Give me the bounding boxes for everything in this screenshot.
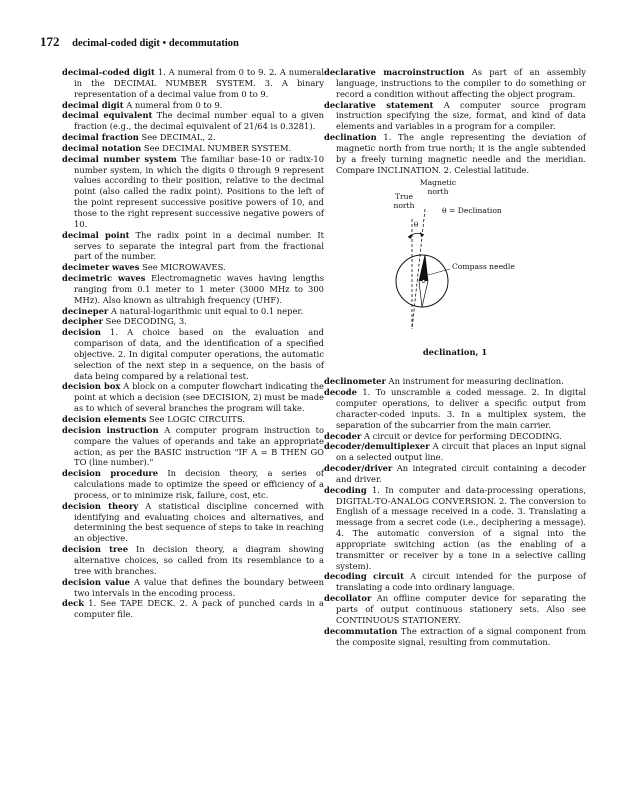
entry-definition: A circuit intended for the purpose of translating a code into ordinary language.: [336, 571, 587, 593]
entry-term: decimal-coded digit: [62, 67, 155, 77]
entry-definition: 1. See TAPE DECK. 2. A pack of punched cards in a computer file.: [74, 598, 325, 620]
entry-definition: See DECIMAL NUMBER SYSTEM.: [143, 142, 292, 153]
entry-definition: 1. A numeral from 0 to 9. 2. A numeral in the DECIMAL NUMBER SYSTEM. 3. A binary representation of a decimal value from 0 to 9.: [74, 67, 324, 99]
dictionary-entry: [62, 544, 324, 577]
entry-term: decoder: [324, 430, 362, 441]
entry-term: decision theory: [62, 500, 139, 511]
entry-definition: A computer source program instruction specifying the size, format, and kind of data elements and variables in a program for a compiler.: [336, 99, 587, 132]
dictionary-entry: [62, 414, 324, 425]
entry-definition: A circuit or device for performing DECODING.: [363, 430, 562, 441]
entry-term: decision box: [62, 381, 121, 392]
dictionary-entry: [324, 485, 586, 572]
dictionary-entry: [62, 598, 324, 620]
entry-term: decision value: [62, 576, 130, 587]
entry-definition: An integrated circuit containing a decoder and driver.: [336, 463, 587, 484]
entry-term: decision instruction: [62, 424, 159, 435]
entry-term: decimeter waves: [62, 262, 140, 273]
right-column: [324, 67, 586, 647]
declination-figure: [324, 179, 586, 343]
dictionary-entry: [62, 273, 324, 306]
entry-definition: See DECIMAL, 2.: [141, 132, 216, 143]
entry-definition: The familiar base-10 or radix-10 number system, in which the digits 0 through 9 represent values according to their position, relative to the decimal point (also called the radix point). Positions to the left of the point represent successive positive powers of 10, and those to the right represent successive negative powers of 10.: [74, 153, 324, 229]
dictionary-entry: [62, 100, 324, 111]
entry-term: decimal point: [62, 229, 130, 240]
dictionary-entry: [324, 441, 586, 463]
entry-definition: In decision theory, a diagram showing alternative choices, so called from its resemblance to a tree with branches.: [74, 544, 324, 576]
dictionary-entry: [324, 571, 586, 593]
entry-term: decimal fraction: [62, 132, 139, 143]
entry-term: decimal number system: [62, 153, 177, 164]
entry-definition: 1. The angle representing the deviation of magnetic north from true north; it is the angle subtended by a freely turning magnetic needle and the meridian. Compare INCLINATION. 2. Celestial latitude.: [336, 132, 586, 175]
declination-legend: θ = Declination: [442, 206, 502, 216]
entry-term: declinometer: [324, 376, 386, 387]
left-column: [62, 67, 324, 620]
entry-definition: A circuit that places an input signal on a selected output line.: [336, 441, 586, 463]
entry-term: decimetric waves: [62, 273, 146, 284]
dictionary-entry: [324, 431, 586, 442]
entry-definition: 1. In computer and data-processing operations, DIGITAL-TO-ANALOG CONVERSION. 2. The conversion to English of a message received in a code. 3. Translating a message from a secret code (i.e., deciphering a message). 4. The automatic conversion of a signal into the appropriate switching action (as the enabling of a transmitter or receiver by a tone in a selective calling system).: [336, 484, 586, 571]
compass-needle-label: Compass needle: [452, 262, 515, 272]
entry-definition: A computer program instruction to compare the values of operands and take an appropriate action, as per the BASIC instruction "IF A = B THEN GO TO (line number).": [74, 424, 324, 468]
entry-definition: A value that defines the boundary between two intervals in the encoding process.: [74, 576, 324, 598]
page-header: [40, 34, 239, 50]
dictionary-entry: [324, 100, 586, 133]
entry-definition: The radix point in a decimal number. It serves to separate the integral part from the fractional part of the number.: [74, 229, 324, 262]
entry-definition: A numeral from 0 to 9.: [126, 99, 223, 110]
entry-term: decimal equivalent: [62, 110, 153, 121]
entry-definition: See MICROWAVES.: [142, 262, 226, 273]
page-number: 172: [40, 34, 60, 49]
entry-term: decoding: [324, 484, 367, 495]
true-north-label: True north: [393, 192, 415, 210]
entry-definition: See LOGIC CIRCUITS.: [149, 414, 245, 424]
dictionary-entry: [62, 381, 324, 414]
entry-term: decimal digit: [62, 99, 124, 110]
dictionary-entry: [324, 132, 586, 175]
dictionary-entry: [62, 67, 324, 100]
entry-term: decoder/driver: [324, 463, 393, 474]
dictionary-entry: [62, 316, 324, 327]
entry-term: decineper: [62, 305, 109, 316]
entry-definition: The decimal number equal to a given fraction (e.g., the decimal equivalent of 21/64 is 0.3281).: [74, 110, 325, 132]
running-title: decimal-coded digit • decommutation: [72, 38, 239, 49]
entry-term: decollator: [324, 593, 372, 604]
entry-term: declarative macroinstruction: [324, 67, 465, 77]
entry-term: decode: [324, 387, 357, 398]
entry-term: decision: [62, 327, 101, 338]
dictionary-entry: [62, 327, 324, 381]
dictionary-entry: [324, 376, 586, 387]
dictionary-entry: [62, 425, 324, 468]
dictionary-entry: [324, 463, 586, 485]
entry-definition: The extraction of a signal component from the composite signal, resulting from commutation.: [336, 625, 586, 647]
dictionary-entry: [324, 387, 586, 430]
compass-diagram: [324, 179, 586, 343]
theta-label: θ: [413, 220, 419, 230]
dictionary-entry: [62, 143, 324, 154]
entry-definition: As part of an assembly language, instructions to the compiler to do something or record a condition without affecting the object program.: [336, 67, 587, 99]
figure-caption: declination, 1: [422, 347, 488, 358]
dictionary-entry: [62, 468, 324, 501]
entry-term: decimal notation: [62, 142, 142, 153]
entry-term: decommutation: [324, 625, 398, 636]
entry-definition: In decision theory, a series of calculations made to optimize the speed or efficiency of a process, or to minimize risk, failure, cost, etc.: [74, 468, 324, 500]
entry-term: decision procedure: [62, 468, 159, 479]
dictionary-entry: [62, 501, 324, 544]
entry-term: decision tree: [62, 544, 129, 555]
entry-term: decoder/demultiplexer: [324, 441, 430, 452]
entry-term: decipher: [62, 316, 103, 327]
entry-definition: An instrument for measuring declination.: [388, 376, 564, 387]
entry-definition: A block on a computer flowchart indicating the point at which a decision (see DECISION, 2) must be made as to which of several branches the program will take.: [74, 381, 324, 414]
entry-definition: A natural-logarithmic unit equal to 0.1 neper.: [110, 305, 304, 316]
entry-term: declarative statement: [324, 99, 434, 110]
entry-definition: 1. To unscramble a coded message. 2. In digital computer operations, to deliver a specific output from character-coded inputs. 3. In a multiplex system, the separation of the subcarrier from the main carrier.: [336, 387, 586, 430]
dictionary-entry: [324, 626, 586, 648]
entry-definition: See DECODING, 3.: [105, 316, 187, 327]
dictionary-entry: [62, 154, 324, 230]
entry-definition: 1. A choice based on the evaluation and comparison of data, and the identification of a specified objective. 2. In digital computer operations, the automatic selection of the next step in a sequence, on the basis of data being compared by a relational test.: [74, 327, 325, 381]
entry-definition: A statistical discipline concerned with identifying and evaluating choices and alternatives, and determining the best sequence of steps to take in reaching an objective.: [74, 500, 325, 544]
dictionary-entry: [62, 230, 324, 263]
entry-definition: An offline computer device for separating the parts of output continuous stationery sets. Also see CONTINUOUS STATIONERY.: [336, 593, 586, 625]
dictionary-entry: [62, 132, 324, 143]
dictionary-entry: [62, 110, 324, 132]
entry-term: decision elements: [62, 414, 147, 424]
entry-term: decoding circuit: [324, 571, 404, 582]
dictionary-entry: [62, 262, 324, 273]
magnetic-north-label: Magnetic north: [419, 178, 457, 196]
dictionary-entry: [324, 593, 586, 626]
dictionary-entry: [62, 577, 324, 599]
entry-term: deck: [62, 598, 85, 609]
entry-term: declination: [324, 132, 377, 143]
dictionary-entry: [324, 67, 586, 100]
dictionary-entry: [62, 306, 324, 317]
entry-definition: Electromagnetic waves having lengths ranging from 0.1 meter to 1 meter (3000 MHz to 300 MHz). Also known as ultrahigh frequency (UHF).: [74, 273, 324, 305]
